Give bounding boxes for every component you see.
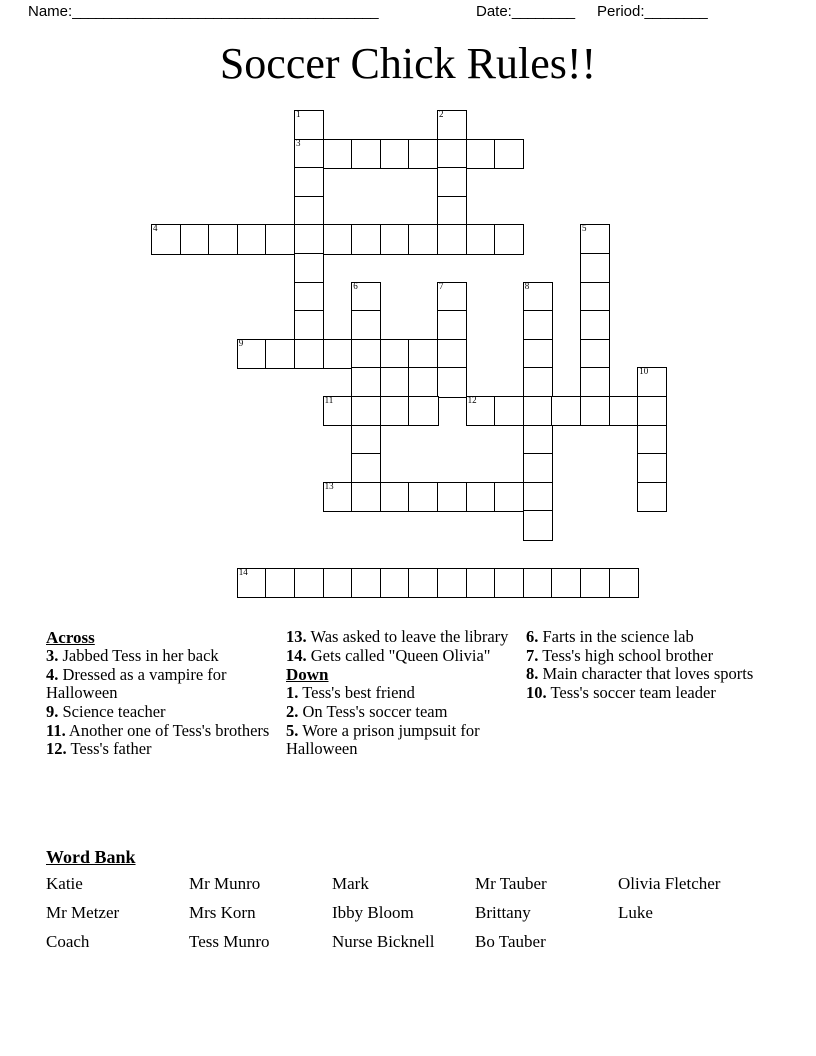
- grid-cell[interactable]: [351, 310, 381, 340]
- grid-cell-start-10[interactable]: [637, 367, 667, 397]
- grid-cell-number: 2: [439, 109, 444, 119]
- grid-cell[interactable]: [351, 482, 381, 512]
- grid-cell[interactable]: [523, 310, 553, 340]
- word-bank-item: Coach: [46, 932, 90, 951]
- grid-cell-number: 8: [524, 280, 530, 291]
- grid-cell[interactable]: [408, 568, 438, 598]
- grid-cell[interactable]: [637, 482, 667, 512]
- grid-cell[interactable]: [437, 196, 467, 226]
- grid-cell[interactable]: [523, 568, 553, 598]
- clue-column-3: [526, 628, 766, 759]
- clue-text: Tess's soccer team leader: [546, 682, 716, 702]
- down-heading: Down: [286, 665, 329, 685]
- grid-cell[interactable]: [637, 396, 667, 426]
- word-bank-row: [46, 903, 786, 932]
- grid-cell-start-14[interactable]: [237, 568, 267, 598]
- clue-column-2: [286, 628, 526, 759]
- grid-cell-number: 3: [296, 137, 301, 148]
- clue-number: 2.: [286, 702, 299, 722]
- clue-text: Was asked to leave the library: [306, 627, 509, 646]
- word-bank-heading: Word Bank: [46, 847, 136, 867]
- clue-text: Gets called "Queen Olivia": [306, 645, 491, 665]
- grid-cell[interactable]: [408, 139, 438, 169]
- clue-text: Jabbed Tess in her back: [58, 646, 219, 666]
- word-bank-item: Tess Munro: [189, 932, 270, 951]
- grid-cell[interactable]: [580, 282, 610, 312]
- name-label: Name:: [28, 3, 73, 20]
- grid-cell[interactable]: [323, 339, 353, 369]
- word-bank-item: Nurse Bicknell: [332, 932, 435, 951]
- grid-cell[interactable]: [580, 396, 610, 426]
- word-bank-item: Ibby Bloom: [332, 903, 414, 922]
- grid-cell-number: 1: [296, 109, 301, 119]
- word-bank-item: Brittany: [475, 903, 531, 922]
- word-bank-item: Mr Tauber: [475, 874, 547, 893]
- grid-cell[interactable]: [294, 282, 324, 312]
- grid-cell[interactable]: [437, 367, 467, 397]
- grid-cell[interactable]: [408, 224, 438, 254]
- clue-text: Wore a prison jumpsuit for Halloween: [286, 720, 480, 759]
- grid-cell-number: 12: [467, 395, 477, 405]
- period-blank-rule: ________: [644, 3, 708, 20]
- grid-cell[interactable]: [351, 339, 381, 369]
- clue-number: 10.: [526, 682, 547, 702]
- grid-cell-number: 6: [353, 280, 358, 291]
- clue-item: [286, 684, 518, 703]
- grid-cell[interactable]: [351, 568, 381, 598]
- clue-number: 13.: [286, 627, 307, 646]
- grid-cell[interactable]: [523, 482, 553, 512]
- grid-cell[interactable]: [523, 425, 553, 455]
- clue-number: 8.: [526, 664, 539, 684]
- grid-cell-start-3[interactable]: [294, 139, 324, 169]
- grid-cell[interactable]: [437, 568, 467, 598]
- grid-cell[interactable]: [580, 339, 610, 369]
- grid-cell[interactable]: [408, 339, 438, 369]
- page-title: Soccer Chick Rules!!: [219, 39, 597, 88]
- grid-cell-start-5[interactable]: [580, 224, 610, 254]
- clue-text: On Tess's soccer team: [298, 702, 448, 722]
- grid-cell[interactable]: [323, 224, 353, 254]
- grid-cell[interactable]: [208, 224, 238, 254]
- grid-cell[interactable]: [294, 196, 324, 226]
- grid-cell[interactable]: [323, 139, 353, 169]
- clue-text: Tess's father: [66, 739, 152, 759]
- clue-number: 11.: [46, 720, 66, 740]
- clue-item: [526, 647, 758, 666]
- grid-cell[interactable]: [237, 224, 267, 254]
- clue-number: 4.: [46, 664, 59, 684]
- across-heading: Across: [46, 628, 95, 647]
- grid-cell[interactable]: [551, 568, 581, 598]
- grid-cell[interactable]: [466, 482, 496, 512]
- grid-cell[interactable]: [265, 224, 295, 254]
- grid-cell-number: 10: [639, 366, 649, 377]
- grid-cell[interactable]: [437, 482, 467, 512]
- grid-cell[interactable]: [494, 139, 524, 169]
- grid-cell[interactable]: [523, 453, 553, 483]
- clue-text: Dressed as a vampire for Halloween: [46, 664, 227, 703]
- grid-cell[interactable]: [265, 339, 295, 369]
- grid-cell[interactable]: [380, 482, 410, 512]
- period-label: Period:: [597, 3, 645, 20]
- clue-item: [286, 722, 518, 759]
- date-label: Date:: [476, 3, 512, 20]
- grid-cell-start-1[interactable]: [294, 110, 324, 140]
- word-bank-item: Katie: [46, 874, 83, 893]
- clue-number: 9.: [46, 702, 59, 722]
- clue-text: Another one of Tess's brothers: [65, 720, 270, 740]
- grid-cell[interactable]: [323, 568, 353, 598]
- word-bank-row: [46, 932, 786, 961]
- grid-cell[interactable]: [609, 568, 639, 598]
- word-bank: [46, 874, 786, 961]
- clue-item: [526, 684, 758, 703]
- word-bank-item: Mrs Korn: [189, 903, 256, 922]
- grid-cell-start-2[interactable]: [437, 110, 467, 140]
- clue-number: 1.: [286, 683, 299, 703]
- word-bank-row: [46, 874, 786, 903]
- grid-cell[interactable]: [380, 224, 410, 254]
- grid-cell-number: 4: [153, 223, 158, 234]
- grid-cell[interactable]: [466, 139, 496, 169]
- grid-cell[interactable]: [351, 425, 381, 455]
- grid-cell[interactable]: [580, 367, 610, 397]
- clue-item: [46, 703, 278, 722]
- grid-cell-start-8[interactable]: [523, 282, 553, 312]
- clue-number: 6.: [526, 627, 539, 646]
- clue-item: [46, 647, 278, 666]
- grid-cell-start-11[interactable]: [323, 396, 353, 426]
- grid-cell-number: 5: [582, 223, 587, 234]
- grid-cell[interactable]: [494, 568, 524, 598]
- grid-cell[interactable]: [294, 310, 324, 340]
- grid-cell[interactable]: [523, 396, 553, 426]
- grid-cell[interactable]: [437, 224, 467, 254]
- clue-item: [46, 666, 278, 703]
- grid-cell[interactable]: [380, 568, 410, 598]
- grid-cell[interactable]: [637, 425, 667, 455]
- grid-cell[interactable]: [408, 396, 438, 426]
- grid-cell-number: 11: [324, 395, 334, 405]
- grid-cell[interactable]: [294, 568, 324, 598]
- grid-cell[interactable]: [437, 310, 467, 340]
- grid-cell[interactable]: [466, 568, 496, 598]
- clue-item: [526, 665, 758, 684]
- clue-item: [46, 740, 278, 759]
- grid-cell[interactable]: [294, 167, 324, 197]
- grid-cell[interactable]: [437, 139, 467, 169]
- grid-cell-number: 7: [439, 280, 444, 291]
- clue-number: 7.: [526, 645, 539, 665]
- clue-item: [286, 628, 518, 647]
- grid-cell-number: 9: [238, 337, 244, 348]
- grid-cell-start-13[interactable]: [323, 482, 353, 512]
- clue-text: Science teacher: [58, 702, 166, 722]
- clue-text: Farts in the science lab: [538, 627, 694, 646]
- date-blank-rule: ________: [511, 3, 575, 20]
- grid-cell-start-9[interactable]: [237, 339, 267, 369]
- grid-cell-start-4[interactable]: [151, 224, 181, 254]
- grid-cell[interactable]: [523, 367, 553, 397]
- word-bank-item: Luke: [618, 903, 653, 922]
- grid-cell[interactable]: [494, 482, 524, 512]
- word-bank-item: Mr Metzer: [46, 903, 120, 922]
- clue-column-1: [46, 628, 286, 759]
- clue-text: Main character that loves sports: [538, 664, 754, 684]
- word-bank-item: Mr Munro: [189, 874, 261, 893]
- grid-cell[interactable]: [294, 339, 324, 369]
- clue-number: 3.: [46, 646, 59, 666]
- clues-section: [46, 628, 770, 759]
- grid-cell[interactable]: [580, 253, 610, 283]
- grid-cell[interactable]: [408, 482, 438, 512]
- grid-cell[interactable]: [494, 224, 524, 254]
- grid-cell-start-7[interactable]: [437, 282, 467, 312]
- name-blank-rule: _______________________________________: [72, 3, 379, 20]
- grid-cell[interactable]: [351, 139, 381, 169]
- grid-cell[interactable]: [351, 224, 381, 254]
- grid-cell-start-12[interactable]: [466, 396, 496, 426]
- clue-text: Tess's best friend: [298, 683, 415, 703]
- grid-cell[interactable]: [466, 224, 496, 254]
- clue-number: 14.: [286, 645, 307, 665]
- grid-cell[interactable]: [609, 396, 639, 426]
- grid-cell[interactable]: [380, 367, 410, 397]
- grid-cell-start-6[interactable]: [351, 282, 381, 312]
- clue-item: [286, 647, 518, 666]
- grid-cell[interactable]: [523, 339, 553, 369]
- grid-cell[interactable]: [380, 139, 410, 169]
- grid-cell[interactable]: [351, 396, 381, 426]
- grid-cell[interactable]: [380, 339, 410, 369]
- grid-cell[interactable]: [437, 167, 467, 197]
- grid-cell[interactable]: [437, 339, 467, 369]
- word-bank-item: Mark: [332, 874, 369, 893]
- grid-cell[interactable]: [294, 224, 324, 254]
- grid-cell[interactable]: [265, 568, 295, 598]
- grid-cell[interactable]: [551, 396, 581, 426]
- grid-cell[interactable]: [494, 396, 524, 426]
- clue-item: [46, 722, 278, 741]
- clue-item: [286, 703, 518, 722]
- word-bank-item: Olivia Fletcher: [618, 874, 721, 893]
- grid-cell[interactable]: [380, 396, 410, 426]
- grid-cell[interactable]: [523, 510, 553, 540]
- clue-item: [526, 628, 758, 647]
- clue-text: Tess's high school brother: [538, 645, 714, 665]
- grid-cell[interactable]: [351, 367, 381, 397]
- grid-cell[interactable]: [580, 568, 610, 598]
- grid-cell[interactable]: [180, 224, 210, 254]
- grid-cell[interactable]: [580, 310, 610, 340]
- word-bank-item: Bo Tauber: [475, 932, 546, 951]
- clue-number: 5.: [286, 720, 299, 740]
- grid-cell[interactable]: [351, 453, 381, 483]
- grid-cell[interactable]: [637, 453, 667, 483]
- clue-number: 12.: [46, 739, 67, 759]
- grid-cell-number: 13: [324, 480, 334, 491]
- grid-cell-number: 14: [238, 566, 248, 577]
- grid-cell[interactable]: [408, 367, 438, 397]
- grid-cell[interactable]: [294, 253, 324, 283]
